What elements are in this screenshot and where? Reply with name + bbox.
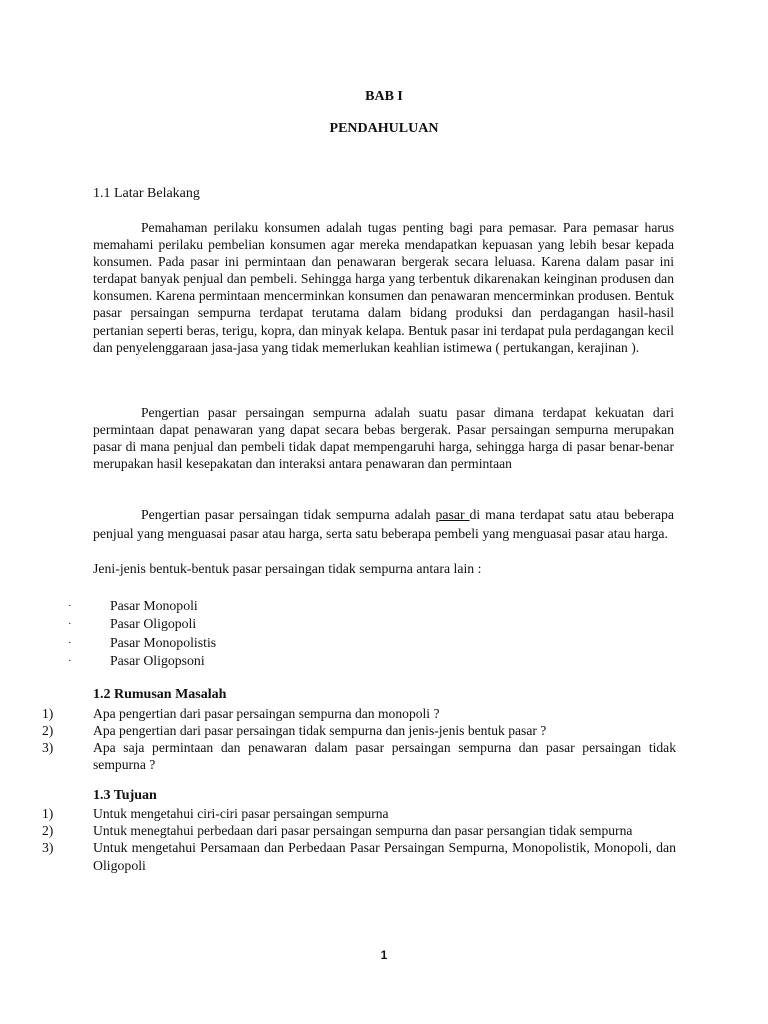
problem-list — [42, 705, 676, 773]
page-number: 1 — [380, 948, 388, 962]
section-heading-latar-belakang: 1.1 Latar Belakang — [93, 186, 200, 201]
list-item: 2) Apa pengertian dari pasar persaingan tidak sempurna dan jenis-jenis bentuk pasar ? — [42, 723, 547, 738]
goal-list — [42, 805, 676, 875]
list-item: 2) Untuk menegtahui perbedaan dari pasar persaingan sempurna dan pasar persangian tidak sempurna — [42, 823, 633, 838]
list-item: 3) Untuk mengetahui Persamaan dan Perbedaan Pasar Persaingan Sempurna, Monopolistik, Monopoli, dan Oligopoli — [42, 840, 676, 873]
section-heading-rumusan-masalah: 1.2 Rumusan Masalah — [93, 687, 227, 702]
list-item: · Pasar Monopoli — [68, 597, 668, 615]
chapter-title: PENDAHULUAN — [329, 121, 439, 136]
pasar-link[interactable]: pasar — [435, 507, 470, 522]
list-item: · Pasar Oligopoli — [68, 615, 668, 633]
paragraph-jenis-pasar-intro: Jeni-jenis bentuk-bentuk pasar persaingan tidak sempurna antara lain : — [93, 561, 482, 576]
market-type-list — [68, 597, 668, 670]
chapter-label: BAB I — [365, 89, 403, 104]
list-item: · Pasar Monopolistis — [68, 634, 668, 652]
paragraph-latar-belakang-1: Pemahaman perilaku konsumen adalah tugas penting bagi para pemasar. Para pemasar harus memahami perilaku pembelian konsumen agar mereka mendapatkan kepuasan yang lebih besar kepada konsumen. Pada pasar ini permintaan dan penawaran bergerak secara leluasa. Karena dalam pasar ini terdapat banyak penjual dan pembeli. Sehingga harga yang terbentuk dikarenakan keinginan produsen dan konsumen. Karena permintaan mencerminkan konsumen dan penawaran mencerminkan produsen. Bentuk pasar persaingan sempurna terdapat terutama dalam bidang produksi dan perdagangan hasil-hasil pertanian seperti beras, terigu, kopra, dan minyak kelapa. Bentuk pasar ini terdapat pula perdagangan kecil dan penyelenggaraan jasa-jasa yang tidak memerlukan keahlian istimewa ( pertukangan, kerajinan ). — [93, 220, 674, 355]
bullet-icon: · — [68, 636, 72, 649]
bullet-icon: · — [68, 600, 72, 612]
list-item: 3) Apa saja permintaan dan penawaran dalam pasar persaingan sempurna dan pasar persaingan tidak sempurna ? — [42, 740, 676, 772]
list-item: 1) Untuk mengetahui ciri-ciri pasar persaingan sempurna — [42, 806, 389, 821]
list-item: 1) Apa pengertian dari pasar persaingan sempurna dan monopoli ? — [42, 706, 440, 721]
bullet-icon: · — [68, 618, 72, 631]
list-item: · Pasar Oligopsoni — [68, 652, 668, 670]
section-heading-tujuan: 1.3 Tujuan — [93, 788, 157, 803]
paragraph-latar-belakang-2: Pengertian pasar persaingan sempurna adalah suatu pasar dimana terdapat kekuatan dari permintaan dapat penawaran yang dapat secara bebas bergerak. Pasar persaingan sempurna merupakan pasar di mana penjual dan pembeli tidak dapat mempengaruhi harga, sehingga harga di pasar benar-benar merupakan hasil kesepakatan dan interaksi antara penawaran dan permintaan — [93, 405, 674, 472]
bullet-icon: · — [68, 654, 72, 667]
paragraph-latar-belakang-3: Pengertian pasar persaingan tidak sempurna adalah pasar di mana terdapat satu atau beberapa penjual yang menguasai pasar atau harga, serta satu beberapa pembeli yang menguasai pasar atau harga. — [93, 507, 675, 541]
